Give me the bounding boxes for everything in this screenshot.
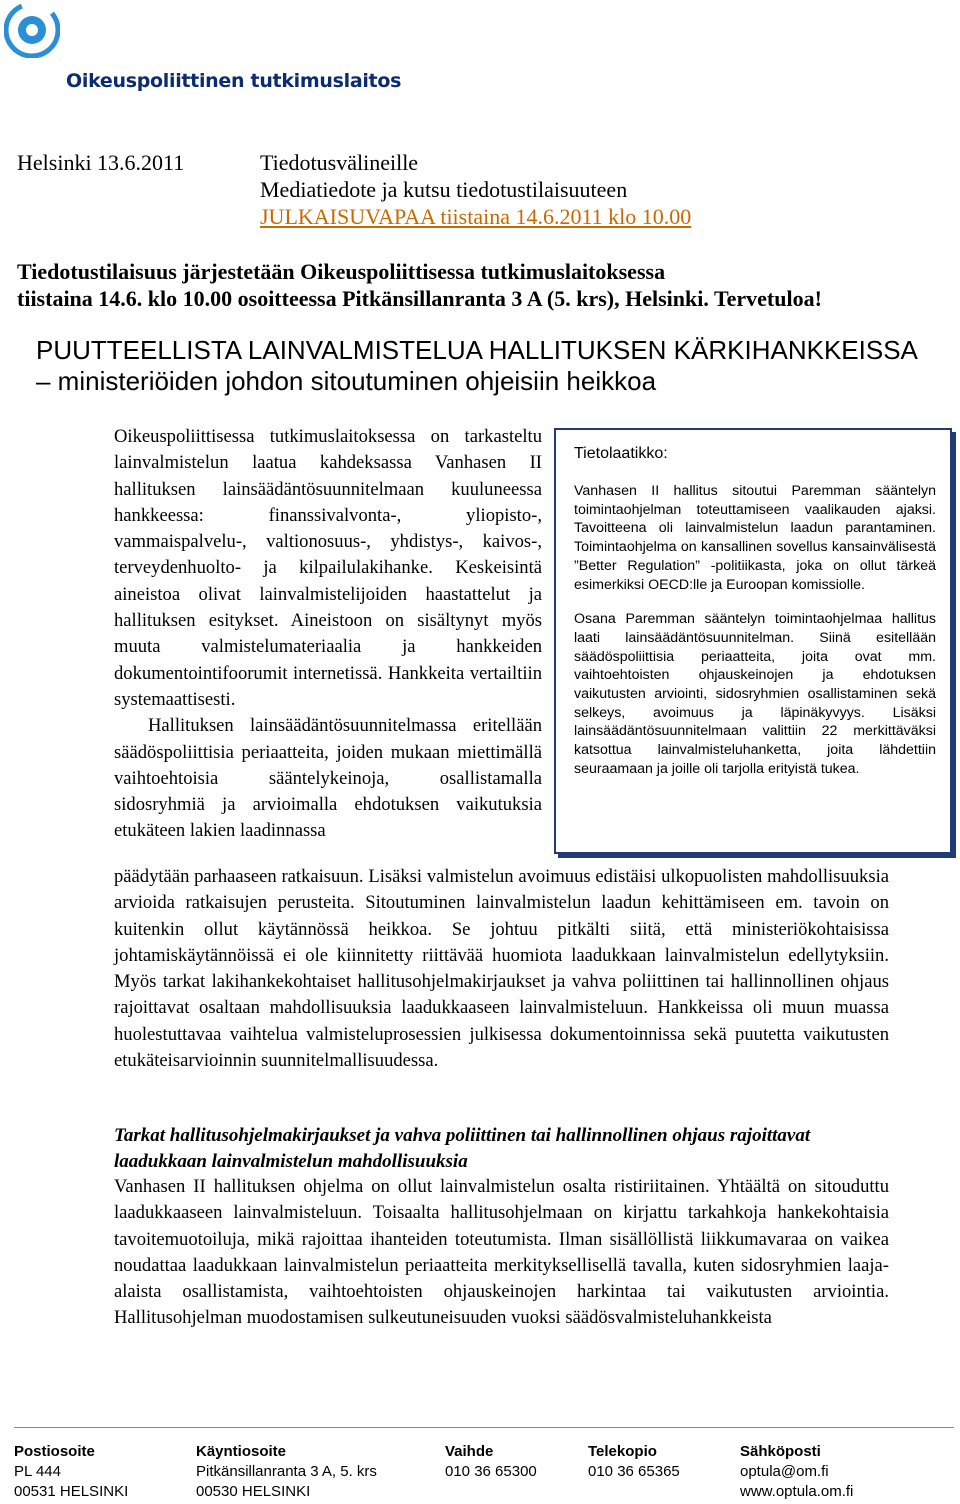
recipient-line: Tiedotusvälineille [260,150,419,175]
footer-value: 010 36 65365 [588,1463,680,1480]
date-line: Helsinki 13.6.2011 [17,150,185,175]
footer-email [740,1442,853,1502]
footer-heading: Sähköposti [740,1443,821,1460]
info-box-paragraph-2: Osana Paremman sääntelyn toimintaohjelmaa hallitus laati lainsäädäntösuunnitelman. Siinä esitellään säädöspoliittisia periaatteita, joita ovat mm. vaihtoehtoisten ohjauskeinojen ja ehdotuksen vaikutusten arviointi, sidosryhmien osallistaminen sekä selkeys, avoimuus ja läpinäkyvyys. Lisäksi lainsäädäntösuunnitelmaan valittiin 22 merkittäväksi katsottua lainvalmisteluhanketta, joita lähdettiin seuraamaan ja joille oli tarjolla erityistä tukea. [574,611,936,777]
press-conference-invitation [17,258,822,312]
footer-email-link[interactable]: optula@om.fi [740,1463,829,1480]
intro-text [114,424,542,845]
footer-switchboard [445,1442,537,1482]
footer-fax [588,1442,680,1482]
footer-heading: Käyntiosoite [196,1443,287,1460]
section-heading: Tarkat hallitusohjelmakirjaukset ja vahva poliittinen tai hallinnollinen ohjaus rajoittavat laadukkaan lainvalmistelun mahdollisuuksia [114,1125,811,1172]
footer-postal-address [14,1442,128,1502]
invitation-line-2: tiistaina 14.6. klo 10.00 osoitteessa Pitkänsillanranta 3 A (5. krs), Helsinki. Tervetuloa! [17,286,822,311]
institute-name: Oikeuspoliittinen tutkimuslaitos [66,70,402,92]
footer-value: 00531 HELSINKI [14,1483,129,1500]
footer-website-link[interactable]: www.optula.om.fi [740,1483,854,1500]
footer-value: 00530 HELSINKI [196,1483,311,1500]
info-box-paragraph-1: Vanhasen II hallitus sitoutui Paremman sääntelyn toimintaohjelman toteuttamiseen vaalikauden ajaksi. Tavoitteena oli lainvalmistelun laadun parantaminen. Toimintaohjelma on kansallinen sovellus kansainvälisestä ”Better Regulation” -politiikasta, joka on ollut tärkeä esimerkiksi OECD:lle ja Euroopan komissiolle. [574,483,936,593]
info-box [554,428,952,854]
body-paragraph-2-start: Hallituksen lainsäädäntösuunnitelmassa eritellään säädöspoliittisia periaatteita, joiden mukaan miettimällä vaihtoehtoisia sääntelykeinoja, osallistamalla sidosryhmiä ja arvioimalla ehdotuksen vaikutuksia etukäteen lakien laadinnassa [114,715,542,842]
footer-visiting-address [196,1442,377,1502]
body-continuation [114,864,889,1074]
headline [36,335,918,397]
institute-logo-icon [4,2,60,58]
body-paragraph-2-cont: päädytään parhaaseen ratkaisuun. Lisäksi valmistelun avoimuus edistäisi ulkopuolisten mahdollisuuksia arvioida ratkaisujen perusteita. Sitoutuminen lainvalmistelun laadun kehittämiseen em. tavoin on kuitenkin ollut käytännössä heikkoa. Se johtuu pitkälti siitä, että ministeriökohtaisissa johtamiskäytännöissä ei ole kiinnitetty riittävää huomiota laadukkaan lainvalmistelun edellytyksiin. Myös tarkat lakihankekohtaiset hallitusohjelmakirjaukset ja vahva poliittinen tai hallinnollinen ohjaus rajoittavat osaltaan mahdollisuuksia laadukkaaseen lainvalmisteluun. Hankkeissa oli muun muassa huolestuttavaa vaihtelua valmisteluprosessien julkisessa dokumentoinnissa sekä puutetta vaikutusten etukäteisarvioinnin suunnitelmallisuudessa. [114,866,889,1072]
footer-heading: Telekopio [588,1443,657,1460]
info-box-title: Tietolaatikko: [574,445,668,462]
footer-value: Pitkänsillanranta 3 A, 5. krs [196,1463,377,1480]
embargo-notice: JULKAISUVAPAA tiistaina 14.6.2011 klo 10.00 [260,204,692,229]
invitation-line-1: Tiedotustilaisuus järjestetään Oikeuspoliittisessa tutkimuslaitoksessa [17,259,666,284]
headline-title: PUUTTEELLISTA LAINVALMISTELUA HALLITUKSEN KÄRKIHANKKEISSA [36,335,918,365]
footer-heading: Vaihde [445,1443,494,1460]
headline-subtitle: – ministeriöiden johdon sitoutuminen ohjeisiin heikkoa [36,366,657,396]
body-paragraph-1: Oikeuspoliittisessa tutkimuslaitoksessa on tarkasteltu lainvalmistelun laatua kahdeksassa Vanhasen II hallituksen lainsäädäntösuunnitelmaan kuuluneessa hankkeessa: finanssivalvonta-, yliopisto-, vammaispalvelu-, valtionosuus-, yhdistys-, kaivos-, terveydenhuolto- ja kilpailulakihanke. Keskeisintä aineistoa olivat lainvalmistelijoiden haastattelut ja hallituksen esitykset. Aineistoon on sisältynyt myös muuta valmistelumateriaalia ja hankkeiden dokumentointifoorumit internetissä. Hankkeita vertailtiin systemaattisesti. [114,426,542,710]
document-type: Mediatiedote ja kutsu tiedotustilaisuuteen [260,177,628,202]
section-text [114,1174,889,1332]
footer-value: 010 36 65300 [445,1463,537,1480]
footer-divider [14,1427,954,1428]
section-paragraph: Vanhasen II hallituksen ohjelma on ollut lainvalmistelun osalta ristiriitainen. Yhtäältä on sitouduttu laadukkaaseen lainvalmisteluun. Toisaalta hallitusohjelmaan on kirjattu tarkahkoja hankekohtaisia tavoitemuotoiluja, mikä rajoittaa ihanteiden toteutumista. Ilman sisällöllistä liikkumavaraa on vaikea noudattaa laadukkaan lainvalmistelun periaatteita merkityksellisellä tavalla, kuten sidosryhmien laaja-alaista osallistamista, vaihtoehtoisten ohjauskeinojen harkintaa tai vaikutusten arviointia. Hallitusohjelman muodostamisen sulkeutuneisuuden vuoksi säädösvalmisteluhankkeista [114,1176,889,1329]
footer-value: PL 444 [14,1463,61,1480]
footer-heading: Postiosoite [14,1443,95,1460]
